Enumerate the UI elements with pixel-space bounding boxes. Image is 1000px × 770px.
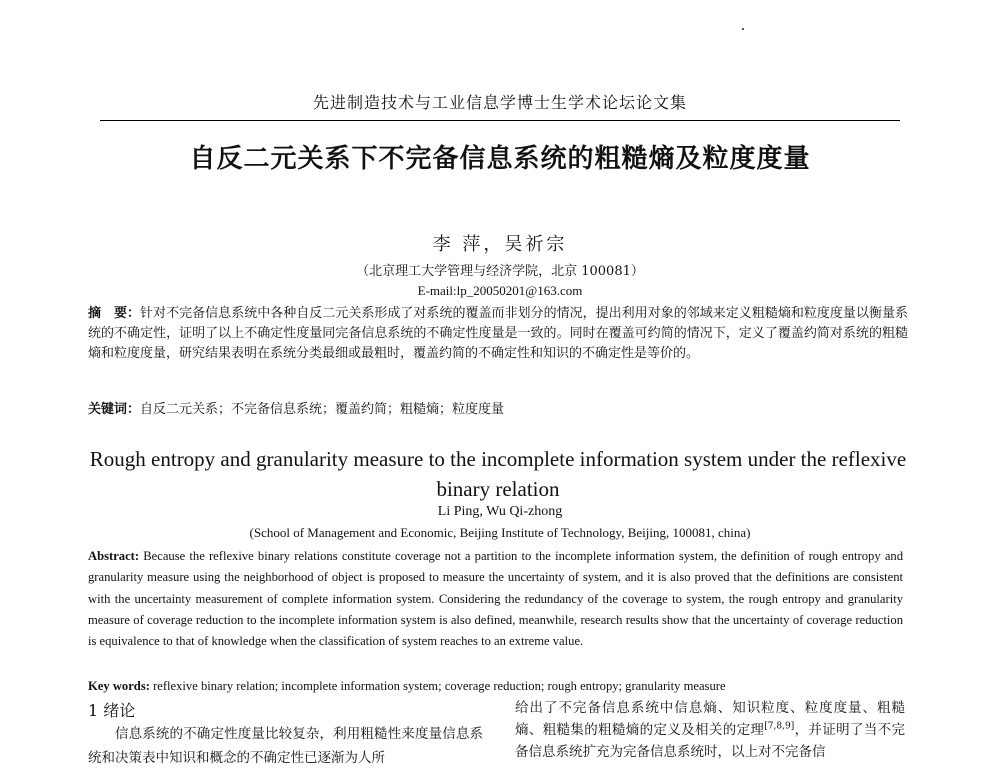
section-1-heading: 1 绪论 [88, 701, 136, 720]
keywords-en-label: Key words: [88, 679, 150, 693]
keywords-zh-text: 自反二元关系；不完备信息系统；覆盖约简；粗糙熵；粒度度量 [140, 402, 505, 417]
right-column-text-a: 给出了不完备信息系统中信息熵、知识粒度、粒度度量、粗糙熵、粗糙集的粗糙熵的定义及相关的定理 [515, 700, 905, 738]
keywords-zh [88, 400, 908, 420]
paper-title-zh: 自反二元关系下不完备信息系统的粗糙熵及粒度度量 [189, 144, 811, 174]
abstract-en-text: Because the reflexive binary relations constitute coverage not a partition to the incomplete information system, the definition of rough entropy and granularity measure using the neighborhood of object is proposed to measure the uncertainty of system, and it is also proved that the definitions are consistent with the uncertainty measurement of complete information system. Considering the redundancy of the coverage to system, the rough entropy and granularity measure of coverage reduction to the incomplete information system is also defined, meanwhile, research results show that the uncertainty of coverage reduction is equivalence to that of knowledge when the classification of system reaches to an extreme value. [88, 549, 903, 649]
scan-speck [742, 28, 744, 30]
section-1-right-column [515, 697, 905, 763]
author-email: E-mail:lp_20050201@163.com [417, 283, 583, 298]
authors-en: Li Ping, Wu Qi-zhong [437, 504, 563, 519]
abstract-zh-label: 摘 要： [88, 306, 141, 321]
abstract-en [88, 546, 903, 652]
paper-title-en [88, 444, 908, 504]
section-1-left-column: 信息系统的不确定性度量比较复杂，利用粗糙性来度量信息系统和决策表中知识和概念的不确定性已逐渐为人所 [88, 726, 483, 766]
keywords-en-text: reflexive binary relation; incomplete information system; coverage reduction; rough entropy; granularity measure [149, 679, 726, 693]
authors-zh: 李 萍，吴祈宗 [432, 234, 568, 255]
affiliation-en: (School of Management and Economic, Beijing Institute of Technology, Beijing, 100081, china) [249, 525, 751, 540]
paper-title-en-line1: Rough entropy and granularity measure to the incomplete information system under the reflexive [89, 447, 907, 471]
affiliation-zh: （北京理工大学管理与经济学院，北京 100081） [356, 264, 644, 279]
abstract-en-label: Abstract: [88, 549, 140, 563]
abstract-zh-text: 针对不完备信息系统中各种自反二元关系形成了对系统的覆盖而非划分的情况，提出利用对象的邻域来定义粗糙熵和粒度度量以衡量系统的不确定性，证明了以上不确定性度量同完备信息系统的不确定性度量是一致的。同时在覆盖可约简的情况下，定义了覆盖约简对系统的粗糙熵和粒度度量，研究结果表明在系统分类最细或最粗时，覆盖约简的不确定性和知识的不确定性是等价的。 [88, 306, 908, 361]
abstract-zh [88, 304, 908, 364]
running-header: 先进制造技术与工业信息学博士生学术论坛论文集 [312, 93, 687, 112]
header-rule [100, 120, 900, 121]
paper-title-en-line2: binary relation [436, 477, 560, 501]
keywords-zh-label: 关键词： [88, 402, 141, 417]
citation-ref: [7,8,9] [764, 721, 795, 732]
keywords-en [88, 676, 903, 696]
right-column-text-b: ，并证明了当不完备信息系统扩充为完备信息系统时，以上对不完备信 [515, 722, 906, 760]
